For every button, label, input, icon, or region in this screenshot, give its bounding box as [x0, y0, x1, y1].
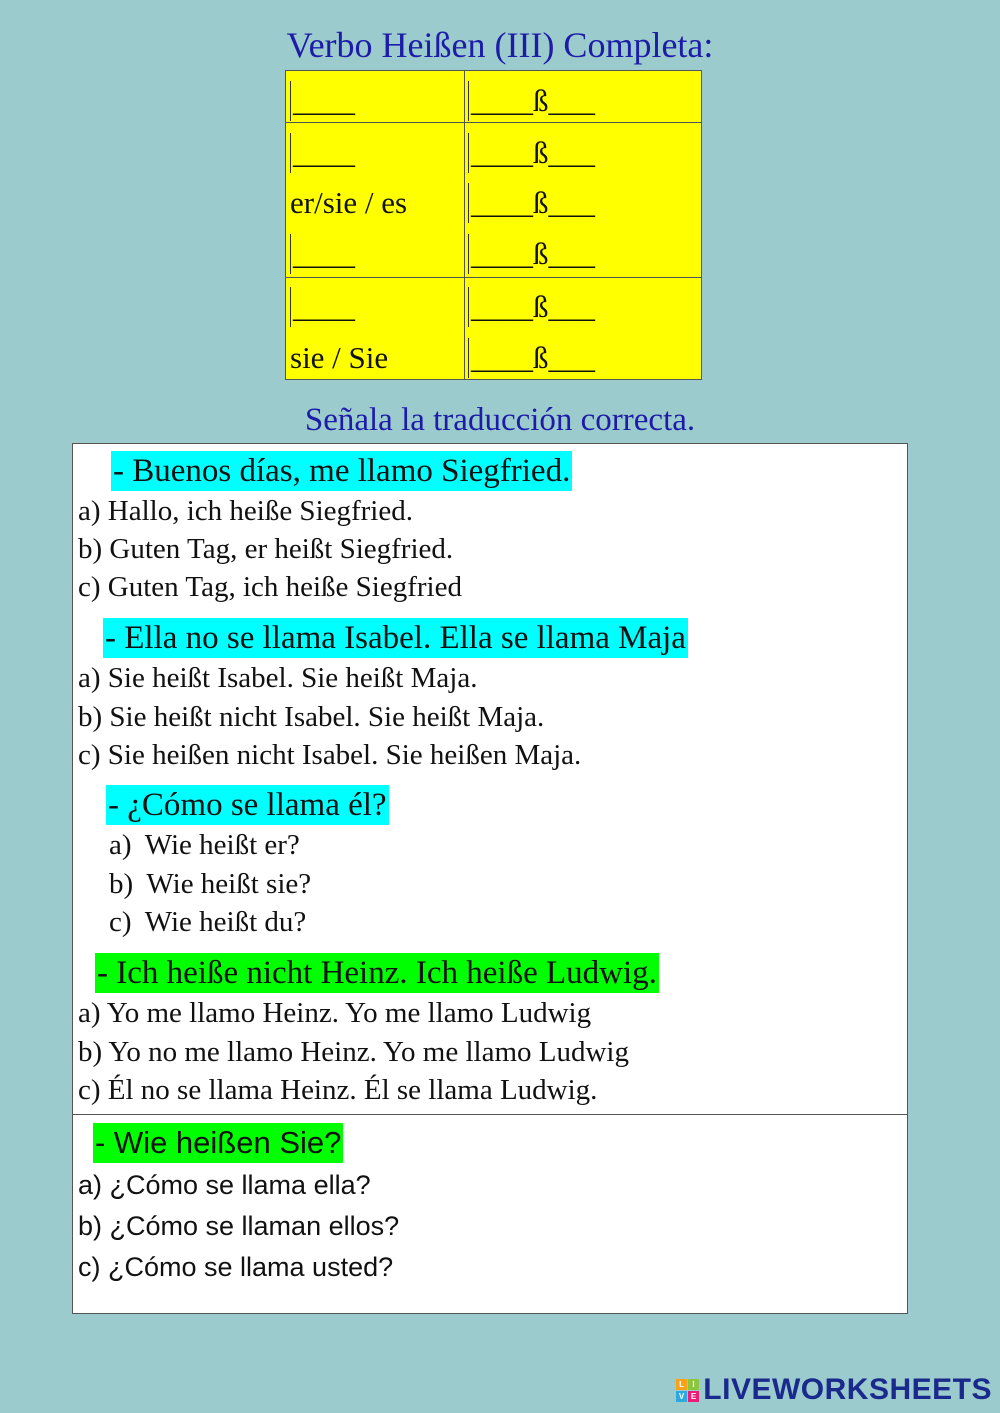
table-row — [286, 226, 701, 276]
answer-option[interactable]: a) Yo me llamo Heinz. Yo me llamo Ludwig — [78, 997, 592, 1029]
pronoun-blank[interactable]: ____ — [290, 234, 355, 274]
question-prompt: - Buenos días, me llamo Siegfried. — [113, 453, 571, 489]
table-row — [286, 330, 701, 380]
answer-option[interactable] — [109, 904, 306, 940]
verb-blank[interactable]: ____ß___ — [468, 183, 595, 223]
table-divider — [286, 277, 701, 278]
liveworksheets-logo — [676, 1372, 992, 1408]
pronoun-blank[interactable]: ____ — [290, 287, 355, 327]
answer-option[interactable]: b) Yo no me llamo Heinz. Yo me llamo Ludwig — [78, 1036, 629, 1068]
verb-blank[interactable]: ____ß___ — [468, 234, 595, 274]
logo-grid-icon — [676, 1379, 699, 1402]
verb-blank[interactable]: ____ß___ — [468, 81, 595, 121]
quiz-box — [72, 443, 908, 1314]
logo-letter: I — [688, 1379, 699, 1390]
section-divider — [73, 1114, 907, 1115]
brand-name: LIVEWORKSHEETS — [703, 1373, 992, 1406]
answer-option[interactable]: a) Hallo, ich heiße Siegfried. — [78, 495, 413, 527]
option-letter: b) — [109, 868, 134, 900]
section-instruction: Señala la traducción correcta. — [304, 402, 696, 438]
option-letter: a) — [109, 829, 132, 861]
answer-option[interactable]: c) Él no se llama Heinz. Él se llama Ludwig. — [78, 1074, 598, 1106]
option-letter: c) — [109, 906, 132, 938]
answer-option[interactable]: c) Sie heißen nicht Isabel. Sie heißen Maja. — [78, 739, 582, 771]
verb-blank[interactable]: ____ß___ — [468, 287, 595, 327]
question-prompt: - Wie heißen Sie? — [93, 1123, 343, 1163]
pronoun-label: sie / Sie — [290, 340, 389, 375]
pronoun-label: er/sie / es — [290, 185, 408, 220]
table-row — [286, 175, 701, 225]
question-prompt: - Ich heiße nicht Heinz. Ich heiße Ludwig. — [97, 955, 657, 991]
answer-option[interactable]: a) Sie heißt Isabel. Sie heißt Maja. — [78, 662, 478, 694]
conjugation-table — [285, 70, 702, 380]
answer-option[interactable] — [109, 866, 311, 902]
verb-blank[interactable]: ____ß___ — [468, 338, 595, 378]
table-row — [286, 73, 701, 123]
verb-blank[interactable]: ____ß___ — [468, 133, 595, 173]
answer-option[interactable]: b) Sie heißt nicht Isabel. Sie heißt Maja. — [78, 701, 545, 733]
answer-option[interactable]: c) ¿Cómo se llama usted? — [78, 1252, 394, 1282]
pronoun-blank[interactable]: ____ — [290, 133, 355, 173]
logo-letter: L — [676, 1379, 687, 1390]
logo-letter: V — [676, 1391, 687, 1402]
answer-option[interactable]: c) Guten Tag, ich heiße Siegfried — [78, 571, 462, 603]
answer-option[interactable]: b) Guten Tag, er heißt Siegfried. — [78, 533, 454, 565]
table-row — [286, 279, 701, 329]
question-prompt: - Ella no se llama Isabel. Ella se llama Maja — [105, 620, 686, 656]
answer-option[interactable]: b) ¿Cómo se llaman ellos? — [78, 1211, 400, 1241]
question-prompt: - ¿Cómo se llama él? — [108, 787, 387, 823]
option-text: Wie heißt sie? — [146, 868, 312, 900]
pronoun-blank[interactable]: ____ — [290, 81, 355, 121]
answer-option[interactable]: a) ¿Cómo se llama ella? — [78, 1170, 371, 1200]
option-text: Wie heißt er? — [144, 829, 300, 861]
table-row — [286, 125, 701, 175]
option-text: Wie heißt du? — [144, 906, 307, 938]
answer-option[interactable] — [109, 827, 300, 863]
logo-letter: E — [688, 1391, 699, 1402]
page-title: Verbo Heißen (III) Completa: — [286, 25, 714, 65]
